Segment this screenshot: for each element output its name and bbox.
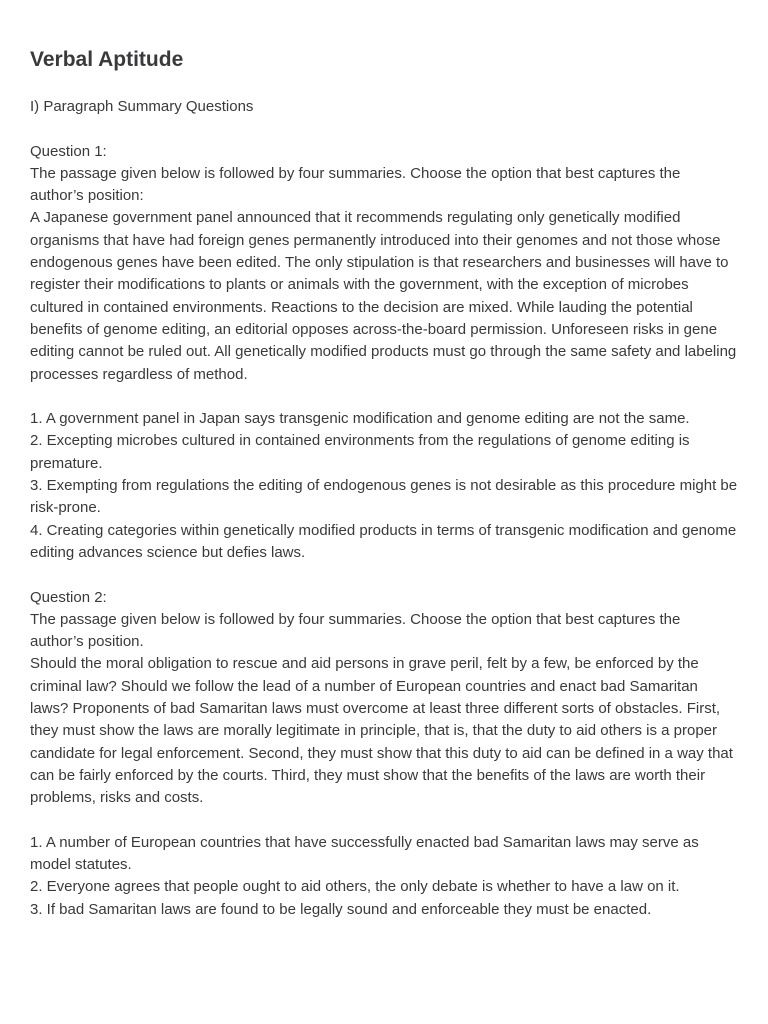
answer-option-1: 1. A government panel in Japan says transgenic modification and genome editing are not the same. <box>30 410 690 428</box>
spacer <box>30 564 738 586</box>
spacer <box>30 118 738 140</box>
spacer <box>30 386 738 408</box>
answer-option-2: 2. Everyone agrees that people ought to aid others, the only debate is whether to have a law on it. <box>30 878 680 896</box>
answer-option-3: 3. If bad Samaritan laws are found to be legally sound and enforceable they must be enacted. <box>30 900 652 918</box>
answer-option-4: 4. Creating categories within genetically modified products in terms of transgenic modification and genome editing advances science but defies laws. <box>30 521 737 561</box>
question-label: Question 1: <box>30 142 107 160</box>
question-label: Question 2: <box>30 588 107 606</box>
spacer <box>30 810 738 832</box>
question-instruction: The passage given below is followed by four summaries. Choose the option that best captures the author’s position. <box>30 610 681 651</box>
answer-option-2: 2. Excepting microbes cultured in contained environments from the regulations of genome editing is premature. <box>30 432 690 472</box>
document-title: Verbal Aptitude <box>30 48 184 71</box>
answer-option-1: 1. A number of European countries that have successfully enacted bad Samaritan laws may serve as model statutes. <box>30 833 699 874</box>
section-heading: I) Paragraph Summary Questions <box>30 98 254 115</box>
question-instruction: The passage given below is followed by four summaries. Choose the option that best captures the author’s position: <box>30 164 681 205</box>
question-2 <box>30 587 738 921</box>
question-1 <box>30 141 738 565</box>
question-passage: A Japanese government panel announced that it recommends regulating only genetically modified organisms that have had foreign genes permanently introduced into their genomes and not those whose endogenous genes have been edited. The only stipulation is that researchers and businesses will have to register their modifications to plants or animals with the government, with the exception of microbes cultured in contained environments. Reactions to the decision are mixed. While lauding the potential benefits of genome editing, an editorial opposes across-the-board permission. Unforeseen risks in gene editing cannot be ruled out. All genetically modified products must go through the same safety and labeling processes regardless of method. <box>30 209 737 383</box>
question-passage: Should the moral obligation to rescue and aid persons in grave peril, felt by a few, be enforced by the criminal law? Should we follow the lead of a number of European countries and enact bad Samaritan laws? Proponents of bad Samaritan laws must overcome at least three different sorts of obstacles. First, they must show the laws are morally legitimate in principle, that is, that the duty to aid others is a proper candidate for legal enforcement. Second, they must show that this duty to aid can be defined in a way that can be fairly enforced by the courts. Third, they must show that the benefits of the laws are worth their problems, risks and costs. <box>30 655 733 807</box>
answer-option-3: 3. Exempting from regulations the editing of endogenous genes is not desirable as this procedure might be risk-prone. <box>30 477 738 517</box>
